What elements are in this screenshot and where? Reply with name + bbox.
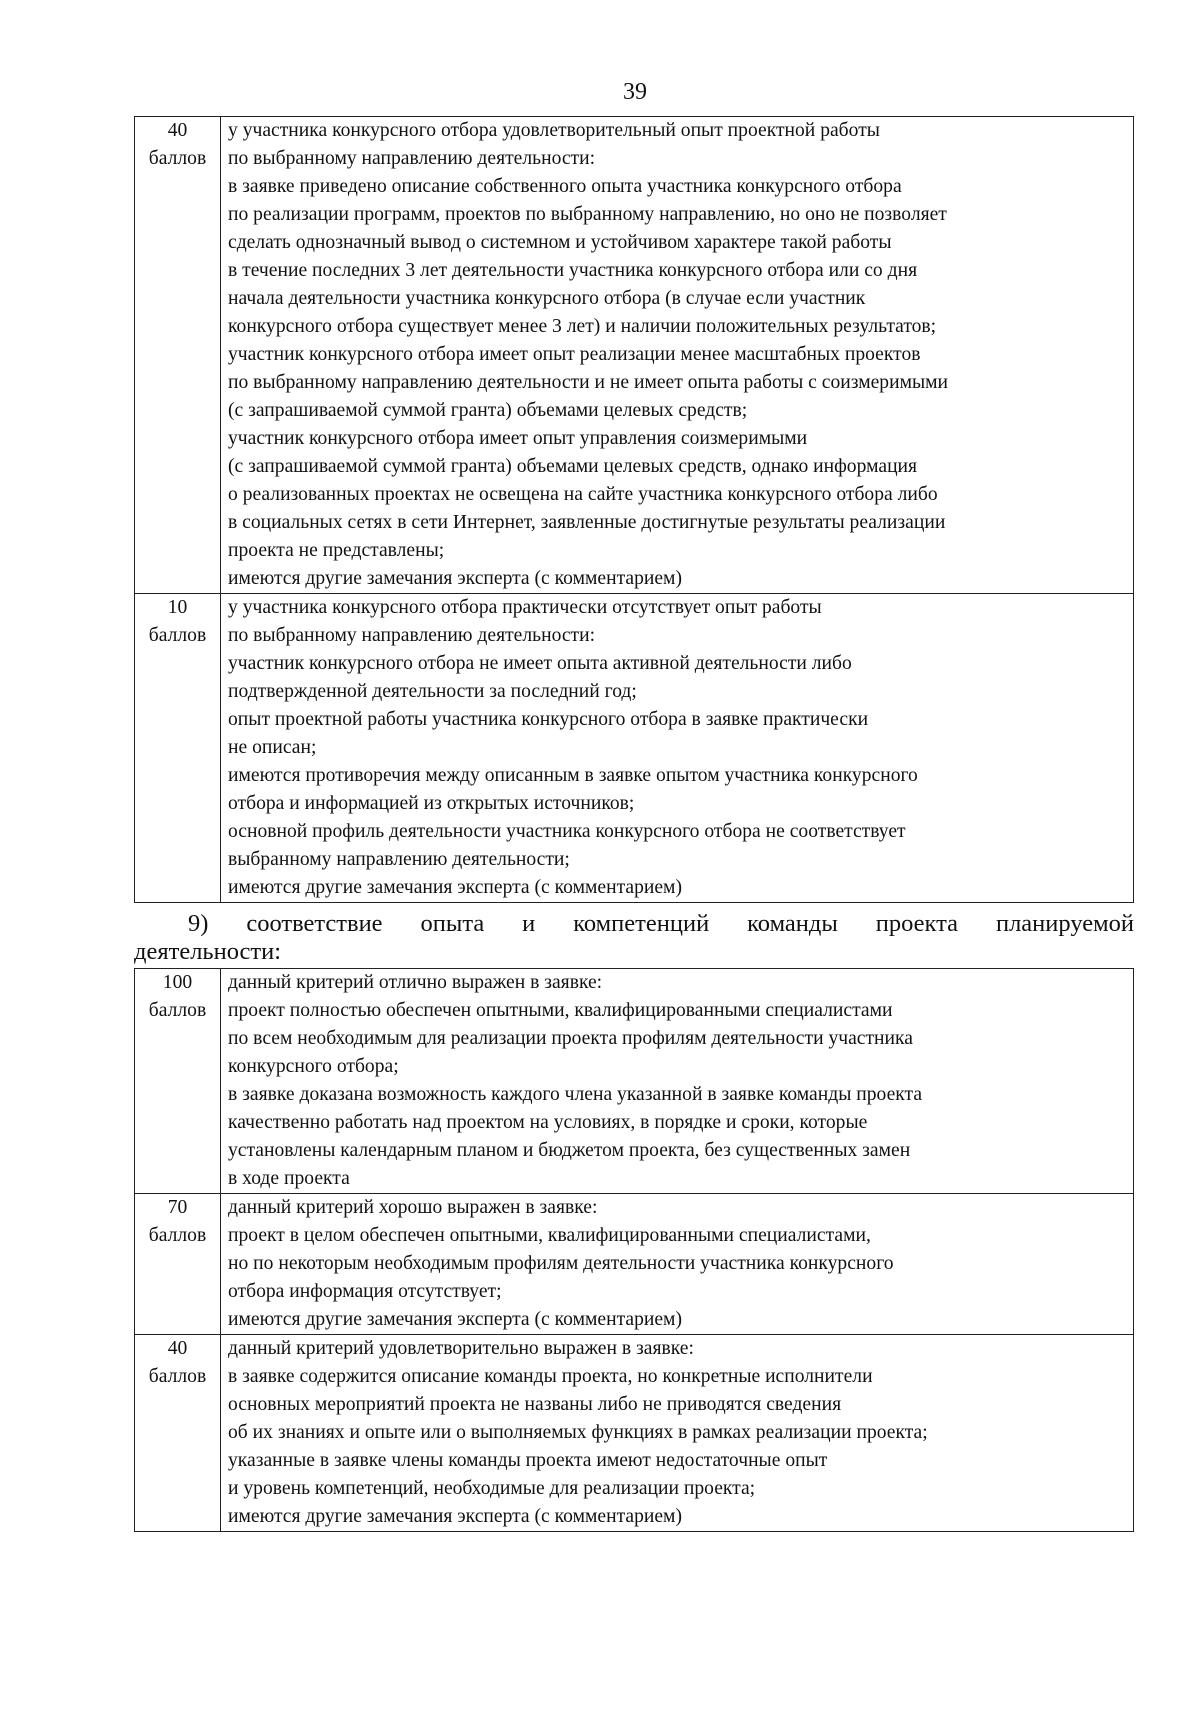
description-line: не описан; [228,737,317,758]
score-value: 70 [167,1197,188,1218]
score-value: 10 [167,597,188,618]
description-line: в течение последних 3 лет деятельности участника конкурсного отбора или со дня [228,260,918,281]
description-line: в ходе проекта [228,1168,350,1189]
description-line: установлены календарным планом и бюджетом проекта, без существенных замен [228,1140,911,1161]
description-cell [221,1194,1134,1335]
description-line: имеются другие замечания эксперта (с комментарием) [228,568,682,589]
description-line: основной профиль деятельности участника конкурсного отбора не соответствует [228,821,906,842]
description-cell [221,969,1134,1194]
description-line: об их знаниях и опыте или о выполняемых функциях в рамках реализации проекта; [228,1422,928,1443]
description-line: проект в целом обеспечен опытными, квалифицированными специалистами, [228,1225,871,1246]
description-line: (с запрашиваемой суммой гранта) объемами целевых средств; [228,400,748,421]
description-line: имеются другие замечания эксперта (с комментарием) [228,1309,682,1330]
description-line: отбора информация отсутствует; [228,1281,502,1302]
description-line: данный критерий отлично выражен в заявке: [228,972,603,993]
score-cell [135,1194,221,1335]
score-value: 40 [167,120,188,141]
section-heading-line: 9) соответствие опыта и компетенций команды проекта планируемой [188,910,1134,937]
criteria-table-experience [134,116,1134,903]
description-line: имеются другие замечания эксперта (с комментарием) [228,1506,682,1527]
description-line: проект полностью обеспечен опытными, квалифицированными специалистами [228,1000,893,1021]
table-row [135,1335,1134,1532]
section-heading-line: деятельности: [134,938,282,965]
description-line: и уровень компетенций, необходимые для реализации проекта; [228,1478,756,1499]
description-line: имеются противоречия между описанным в заявке опытом участника конкурсного [228,765,918,786]
score-cell [135,969,221,1194]
score-value: 100 [162,972,193,993]
score-cell [135,594,221,903]
description-line: по всем необходимым для реализации проекта профилям деятельности участника [228,1028,913,1049]
description-line: данный критерий хорошо выражен в заявке: [228,1197,598,1218]
description-line: в заявке доказана возможность каждого члена указанной в заявке команды проекта [228,1084,923,1105]
description-line: у участника конкурсного отбора удовлетворительный опыт проектной работы [228,120,880,141]
description-line: но по некоторым необходимым профилям деятельности участника конкурсного [228,1253,894,1274]
description-line: конкурсного отбора существует менее 3 лет) и наличии положительных результатов; [228,316,937,337]
description-line: подтвержденной деятельности за последний год; [228,681,637,702]
score-unit: баллов [148,625,207,646]
score-unit: баллов [148,148,207,169]
description-line: по выбранному направлению деятельности и не имеет опыта работы с соизмеримыми [228,372,949,393]
description-cell [221,594,1134,903]
description-line: качественно работать над проектом на условиях, в порядке и сроки, которые [228,1112,868,1133]
description-line: по выбранному направлению деятельности: [228,148,596,169]
description-line: по выбранному направлению деятельности: [228,625,596,646]
score-unit: баллов [148,1366,207,1387]
criteria-table-team [134,968,1134,1532]
description-line: имеются другие замечания эксперта (с комментарием) [228,877,682,898]
description-line: опыт проектной работы участника конкурсного отбора в заявке практически [228,709,869,730]
description-line: участник конкурсного отбора имеет опыт реализации менее масштабных проектов [228,344,921,365]
description-line: участник конкурсного отбора имеет опыт управления соизмеримыми [228,428,808,449]
description-line: о реализованных проектах не освещена на сайте участника конкурсного отбора либо [228,484,938,505]
score-unit: баллов [148,1000,207,1021]
description-line: основных мероприятий проекта не названы либо не приводятся сведения [228,1394,842,1415]
description-line: в социальных сетях в сети Интернет, заявленные достигнутые результаты реализации [228,512,946,533]
description-line: отбора и информацией из открытых источников; [228,793,635,814]
score-value: 40 [167,1338,188,1359]
page-number: 39 [623,79,647,105]
description-line: начала деятельности участника конкурсного отбора (в случае если участник [228,288,866,309]
score-unit: баллов [148,1225,207,1246]
table-row [135,1194,1134,1335]
description-cell [221,1335,1134,1532]
description-line: у участника конкурсного отбора практически отсутствует опыт работы [228,597,822,618]
description-line: выбранному направлению деятельности; [228,849,570,870]
description-cell [221,117,1134,594]
table-row [135,117,1134,594]
description-line: в заявке содержится описание команды проекта, но конкретные исполнители [228,1366,873,1387]
section-heading [134,910,1134,966]
description-line: данный критерий удовлетворительно выражен в заявке: [228,1338,694,1359]
table-row [135,594,1134,903]
score-cell [135,117,221,594]
description-line: (с запрашиваемой суммой гранта) объемами целевых средств, однако информация [228,456,918,477]
score-cell [135,1335,221,1532]
description-line: участник конкурсного отбора не имеет опыта активной деятельности либо [228,653,852,674]
description-line: конкурсного отбора; [228,1056,399,1077]
description-line: проекта не представлены; [228,540,445,561]
description-line: сделать однозначный вывод о системном и устойчивом характере такой работы [228,232,892,253]
table-row [135,969,1134,1194]
description-line: в заявке приведено описание собственного опыта участника конкурсного отбора [228,176,902,197]
description-line: по реализации программ, проектов по выбранному направлению, но оно не позволяет [228,204,947,225]
description-line: указанные в заявке члены команды проекта имеют недостаточные опыт [228,1450,828,1471]
